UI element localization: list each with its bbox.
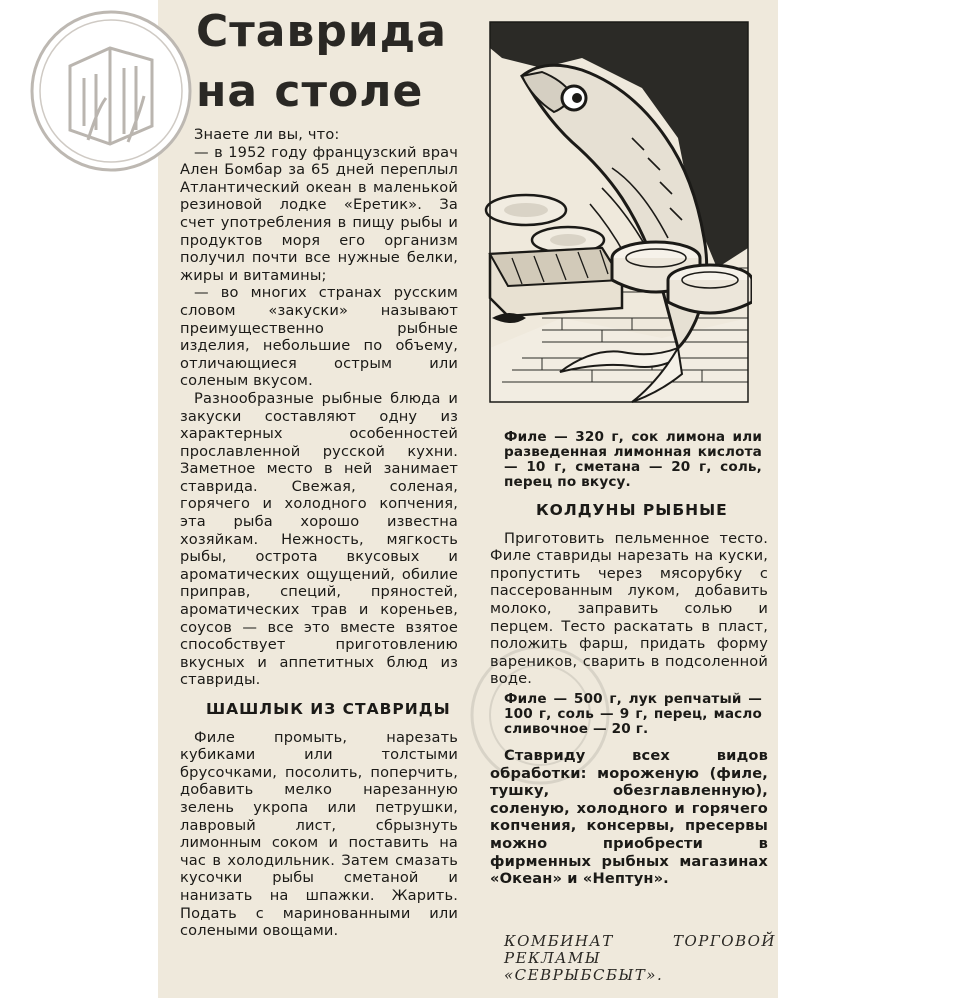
recipe2-text: Приготовить пельменное тесто. Филе ставриды нарезать на куски, пропустить через мясорубку с пассерованным луком, добавить молоко, заправить солью и перцем. Тесто раскатать в пласт, положить фарш, придать форму вареников, сварить в подсоленной воде. [490, 529, 768, 688]
signature-line-2: РЕКЛАМЫ [504, 949, 602, 967]
article-title [196, 2, 486, 122]
signature [504, 933, 776, 984]
archive-stamp-logo [28, 8, 194, 174]
signature-line-3: «СЕВРЫБСБЫТ». [504, 966, 664, 984]
left-column [180, 126, 458, 940]
recipe1-ingredients: Филе — 320 г, сок лимона или разведенная лимонная кислота — 10 г, сметана — 20 г, соль, перец по вкусу. [504, 429, 762, 490]
recipe1-text: Филе промыть, нарезать кубиками или толстыми брусочками, посолить, поперчить, добавить мелко нарезанную зелень укропа или петрушки, лавровый лист, сбрызнуть лимонным соком и поставить на час в холодильник. Затем смазать кусочки рыбы сметаной и нанизать на шпажки. Жарить. Подать с маринованными или солеными овощами. [180, 728, 458, 940]
intro-paragraph-1: Знаете ли вы, что: [194, 126, 340, 143]
intro-paragraph-3: — во многих странах русским словом «закуски» называют преимущественно рыбные изделия, небольшие по объему, отличающиеся острым или соленым вкусом. [180, 284, 458, 390]
closing-paragraph: Ставриду всех видов обработки: мороженую (филе, тушку, обезглавленную), соленую, холодного и горячего копчения, консервы, пресервы можно приобрести в фирменных рыбных магазинах «Океан» и «Нептун». [490, 746, 768, 888]
title-line-2: на столе [196, 66, 424, 117]
intro-paragraph-4: Разнообразные рыбные блюда и закуски составляют одну из характерных особенностей прославленной русской кухни. Заметное место в ней занимает ставрида. Свежая, соленая, горячего и холодного копчения, эта рыба хорошо известна хозяйкам. Нежность, мягкость рыбы, острота вкусовых и ароматических ощущений, обилие приправ, специй, пряностей, ароматических трав и кореньев, соусов — все это вместе взятое способствует приготовлению вкусных и аппетитных блюд из ставриды. [180, 389, 458, 689]
fish-illustration [482, 18, 752, 406]
title-line-1: Ставрида [196, 6, 447, 57]
intro-paragraph-2: — в 1952 году французский врач Ален Бомбар за 65 дней переплыл Атлантический океан в маленькой резиновой лодке «Еретик». За счет употребления в пищу рыбы и продуктов моря его организм получил почти все нужные белки, жиры и витамины; [180, 143, 458, 284]
signature-line-1: КОМБИНАТ ТОРГОВОЙ [504, 932, 776, 950]
right-column [490, 430, 768, 888]
recipe1-heading: ШАШЛЫК ИЗ СТАВРИДЫ [206, 700, 451, 718]
recipe2-ingredients: Филе — 500 г, лук репчатый — 100 г, соль — 9 г, перец, масло сливочное — 20 г. [504, 690, 762, 737]
recipe2-heading: КОЛДУНЫ РЫБНЫЕ [536, 501, 728, 519]
